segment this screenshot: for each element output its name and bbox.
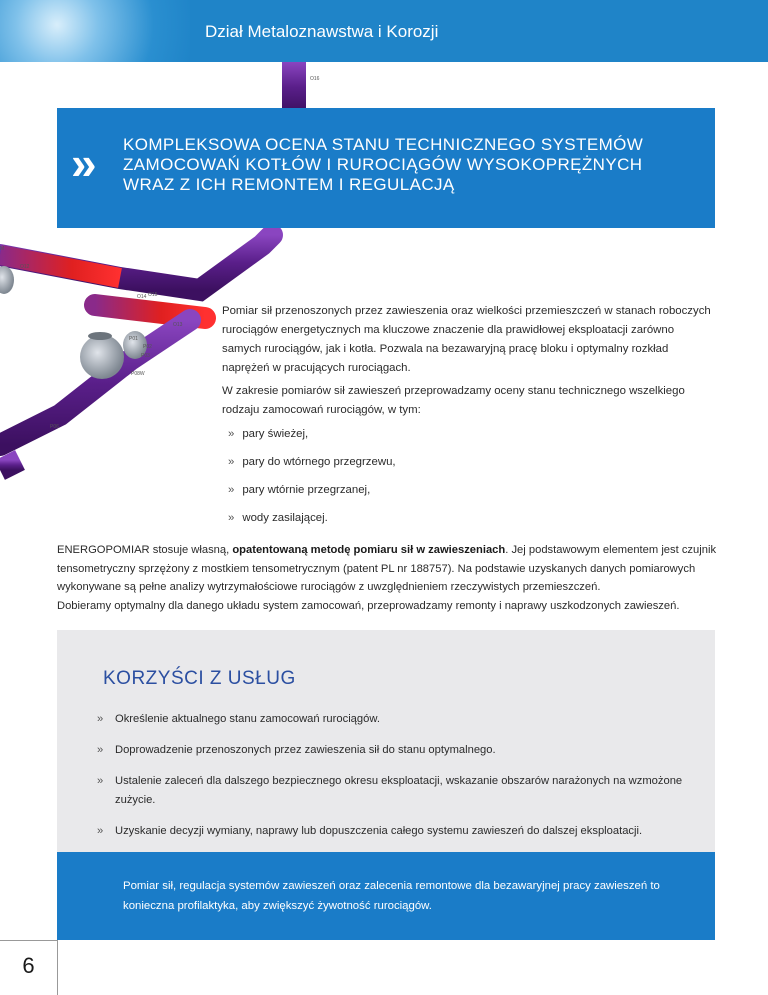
pipe-label: P01 <box>129 336 138 342</box>
header-title: Dział Metaloznawstwa i Korozji <box>205 22 439 41</box>
bullet-mark: » <box>97 713 104 725</box>
list-item <box>228 484 396 512</box>
list-item-text: Uzyskanie decyzji wymiany, naprawy lub dopuszczenia całego systemu zawieszeń do dalszej eksploatacji. <box>115 825 643 837</box>
list-item <box>97 822 697 841</box>
list-item <box>228 456 396 484</box>
body-text-2: Dobieramy optymalny dla danego układu system zamocowań, przeprowadzamy remonty i naprawy uszkodzonych zawieszeń. <box>57 599 680 612</box>
lower-pipe-end <box>0 460 20 470</box>
benefits-list <box>97 710 697 853</box>
list-item <box>228 428 396 456</box>
list-item-text: Doprowadzenie przenoszonych przez zawieszenia sił do stanu optymalnego. <box>115 744 496 756</box>
pipe-label: P08W <box>131 371 145 377</box>
note-box <box>57 852 715 940</box>
list-item <box>97 741 697 760</box>
list-item <box>228 512 396 540</box>
title-line: WRAZ Z ICH REMONTEM I REGULACJĄ <box>123 175 455 194</box>
list-item <box>97 710 697 729</box>
list-item-text: pary do wtórnego przegrzewu, <box>242 456 396 468</box>
valve-handle <box>88 332 112 340</box>
valve <box>80 335 124 379</box>
page-number-box <box>0 940 58 995</box>
pipe-label: O16 <box>310 76 320 82</box>
bullet-mark: » <box>228 512 235 524</box>
valve <box>0 266 14 294</box>
benefits-title: KORZYŚCI Z USŁUG <box>103 668 296 689</box>
pipe-label: O13 <box>173 322 183 328</box>
hot-pipe-left <box>0 255 120 278</box>
intro-paragraph: Pomiar sił przenoszonych przez zawieszenia oraz wielkości przemieszczeń w stanach roboczych rurociągów energetycznych ma kluczowe znaczenie dla prawidłowej eksploatacji zarówno samych rurociągów, jak i kotła. Pozwala na bezawaryjną pracę bloku i optymalny rozkład naprężeń w pracujących rurociągach. <box>222 305 711 374</box>
pipe-label: P06 <box>50 424 59 430</box>
list-item-text: pary świeżej, <box>242 428 309 440</box>
intro-paragraph-2: W zakresie pomiarów sił zawieszeń przeprowadzamy oceny stanu technicznego wszelkiego rodzaju zamocowań rurociągów, w tym: <box>222 385 685 416</box>
pipe-label: P03 <box>141 353 150 359</box>
list-item <box>97 772 697 810</box>
list-item-text: pary wtórnie przegrzanej, <box>242 484 371 496</box>
bullet-mark: » <box>97 744 104 756</box>
bullet-mark: » <box>228 428 235 440</box>
bullet-mark: » <box>97 775 104 787</box>
list-item-text: Określenie aktualnego stanu zamocowań rurociągów. <box>115 713 380 725</box>
pipe-type-list <box>228 428 396 540</box>
vertical-pipe <box>282 62 306 112</box>
pipe-label: M <box>0 246 5 252</box>
body-text: ENERGOPOMIAR stosuje własną, <box>57 544 233 556</box>
pipe-label: O15 <box>148 292 158 298</box>
page-number: 6 <box>22 953 35 978</box>
title-line: KOMPLEKSOWA OCENA STANU TECHNICZNEGO SYSTEMÓW <box>123 135 644 154</box>
body-bold-text: opatentowaną metodę pomiaru sił w zawieszeniach <box>232 544 506 556</box>
title-box <box>57 108 715 228</box>
bullet-mark: » <box>228 456 235 468</box>
pipe-label: O12 <box>20 264 30 270</box>
pipe-label: P02 <box>143 344 152 350</box>
pipe-label: O14 <box>137 294 147 300</box>
note-text: Pomiar sił, regulacja systemów zawieszeń oraz zalecenia remontowe dla bezawaryjnej pracy zawieszeń to konieczna profilaktyka, aby zwiększyć żywotność rurociągów. <box>123 880 660 912</box>
bullet-mark: » <box>97 825 104 837</box>
body-text: . Jej podstawowym elementem jest czujnik tensometryczny sprzężony z mostkiem tensometrycznym (patent PL nr 188757). Na podstawie uzyskanych danych pomiarowych wykonywane są pełne analizy wytrzymałościowe rurociągów z uwzględnieniem rzeczywistych przemieszczeń. <box>57 544 717 593</box>
list-item-text: wody zasilającej. <box>242 512 328 524</box>
benefits-box <box>57 630 715 852</box>
bullet-mark: » <box>228 484 235 496</box>
title-line: ZAMOCOWAŃ KOTŁÓW I RUROCIĄGÓW WYSOKOPRĘŻNYCH <box>123 155 643 174</box>
list-item-text: Ustalenie zaleceń dla dalszego bezpiecznego okresu eksploatacji, wskazanie obszarów narażonych na wzmożone zużycie. <box>115 775 683 806</box>
chevron-right-icon: » <box>71 137 97 189</box>
body-paragraph <box>57 541 717 615</box>
